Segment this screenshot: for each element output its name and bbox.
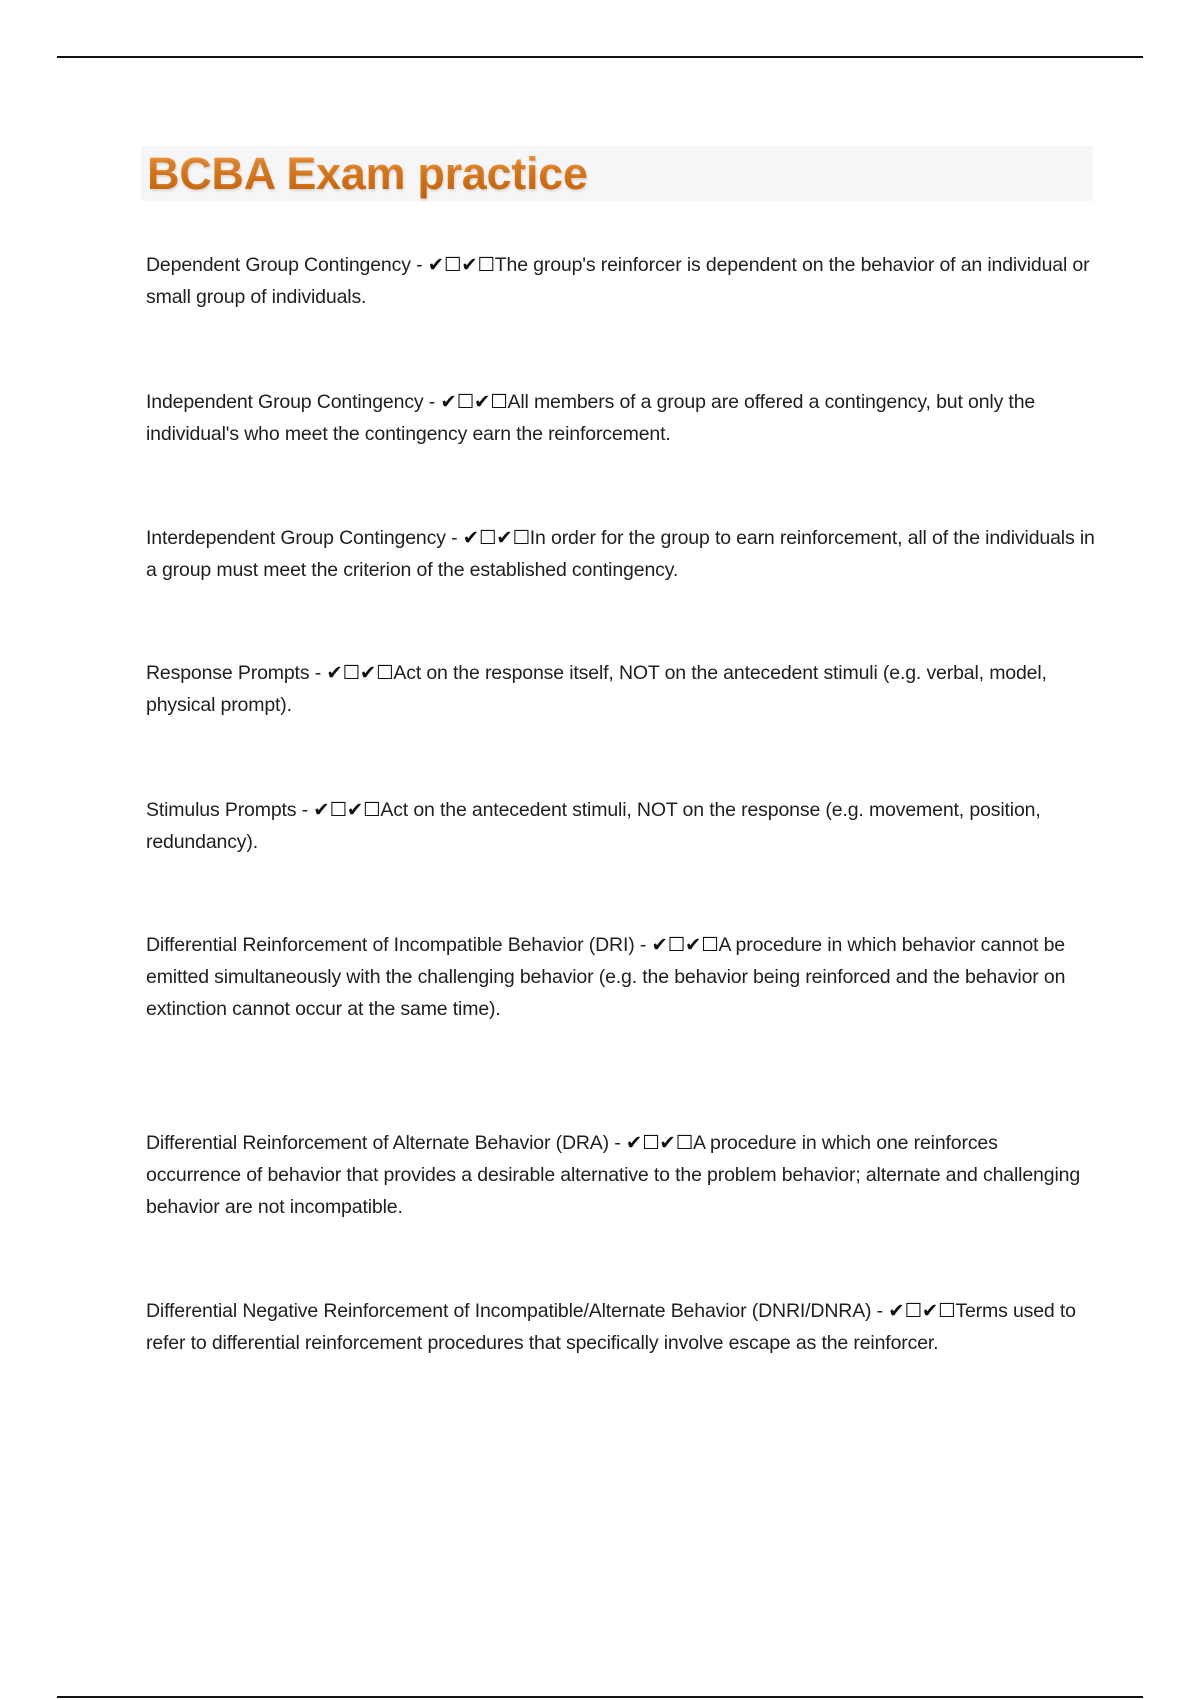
entry-term: Independent Group Contingency: [146, 391, 424, 413]
flashcard-entry: [146, 657, 1096, 721]
entry-definition: Act on the response itself, NOT on the antecedent stimuli (e.g. verbal, model, physical prompt).: [146, 662, 1047, 716]
entry-separator: -: [445, 527, 463, 549]
entry-separator: -: [609, 1132, 626, 1154]
entry-separator: -: [871, 1300, 889, 1322]
entry-term: Differential Reinforcement of Alternate Behavior (DRA): [146, 1132, 610, 1154]
entry-definition: A procedure in which behavior cannot be emitted simultaneously with the challenging behavior (e.g. the behavior being reinforced and the behavior on extinction cannot occur at the same time).: [146, 934, 1066, 1020]
footer-rule: [57, 1696, 1143, 1698]
entry-definition: In order for the group to earn reinforcement, all of the individuals in a group must meet the criterion of the established contingency.: [146, 527, 1095, 581]
check-marks-icon: ✔☐✔☐: [651, 934, 719, 956]
check-marks-icon: ✔☐✔☐: [440, 391, 508, 413]
entry-term: Stimulus Prompts: [146, 799, 297, 821]
entry-term: Differential Reinforcement of Incompatible Behavior (DRI): [146, 934, 635, 956]
check-marks-icon: ✔☐✔☐: [326, 662, 394, 684]
flashcard-entry: [146, 522, 1096, 586]
flashcard-entry: [146, 1295, 1096, 1359]
check-marks-icon: ✔☐✔☐: [427, 254, 495, 276]
entry-term: Differential Negative Reinforcement of Incompatible/Alternate Behavior (DNRI/DNRA): [146, 1300, 872, 1322]
check-marks-icon: ✔☐✔☐: [313, 799, 381, 821]
entry-term: Dependent Group Contingency: [146, 254, 411, 276]
entry-separator: -: [634, 934, 652, 956]
entry-term: Interdependent Group Contingency: [146, 527, 446, 549]
check-marks-icon: ✔☐✔☐: [625, 1132, 693, 1154]
flashcard-entry: [146, 1127, 1096, 1223]
flashcard-entry: [146, 794, 1096, 858]
flashcard-entry: [146, 929, 1096, 1025]
header-rule: [57, 56, 1143, 58]
check-marks-icon: ✔☐✔☐: [888, 1300, 956, 1322]
entry-definition: The group's reinforcer is dependent on the behavior of an individual or small group of individuals.: [146, 254, 1090, 308]
entry-separator: -: [423, 391, 441, 413]
entry-definition: Act on the antecedent stimuli, NOT on the response (e.g. movement, position, redundancy).: [146, 799, 1041, 853]
flashcard-entry: [146, 386, 1096, 450]
entry-definition: A procedure in which one reinforces occurrence of behavior that provides a desirable alternative to the problem behavior; alternate and challenging behavior are not incompatible.: [146, 1132, 1081, 1218]
flashcard-entry: [146, 249, 1096, 313]
entry-definition: Terms used to refer to differential reinforcement procedures that specifically involve escape as the reinforcer.: [146, 1300, 1076, 1354]
entry-separator: -: [309, 662, 327, 684]
entry-separator: -: [410, 254, 428, 276]
entry-definition: All members of a group are offered a contingency, but only the individual's who meet the contingency earn the reinforcement.: [146, 391, 1036, 445]
check-marks-icon: ✔☐✔☐: [462, 527, 530, 549]
page-title: BCBA Exam practice: [147, 148, 588, 199]
entry-term: Response Prompts: [146, 662, 310, 684]
entry-separator: -: [296, 799, 314, 821]
